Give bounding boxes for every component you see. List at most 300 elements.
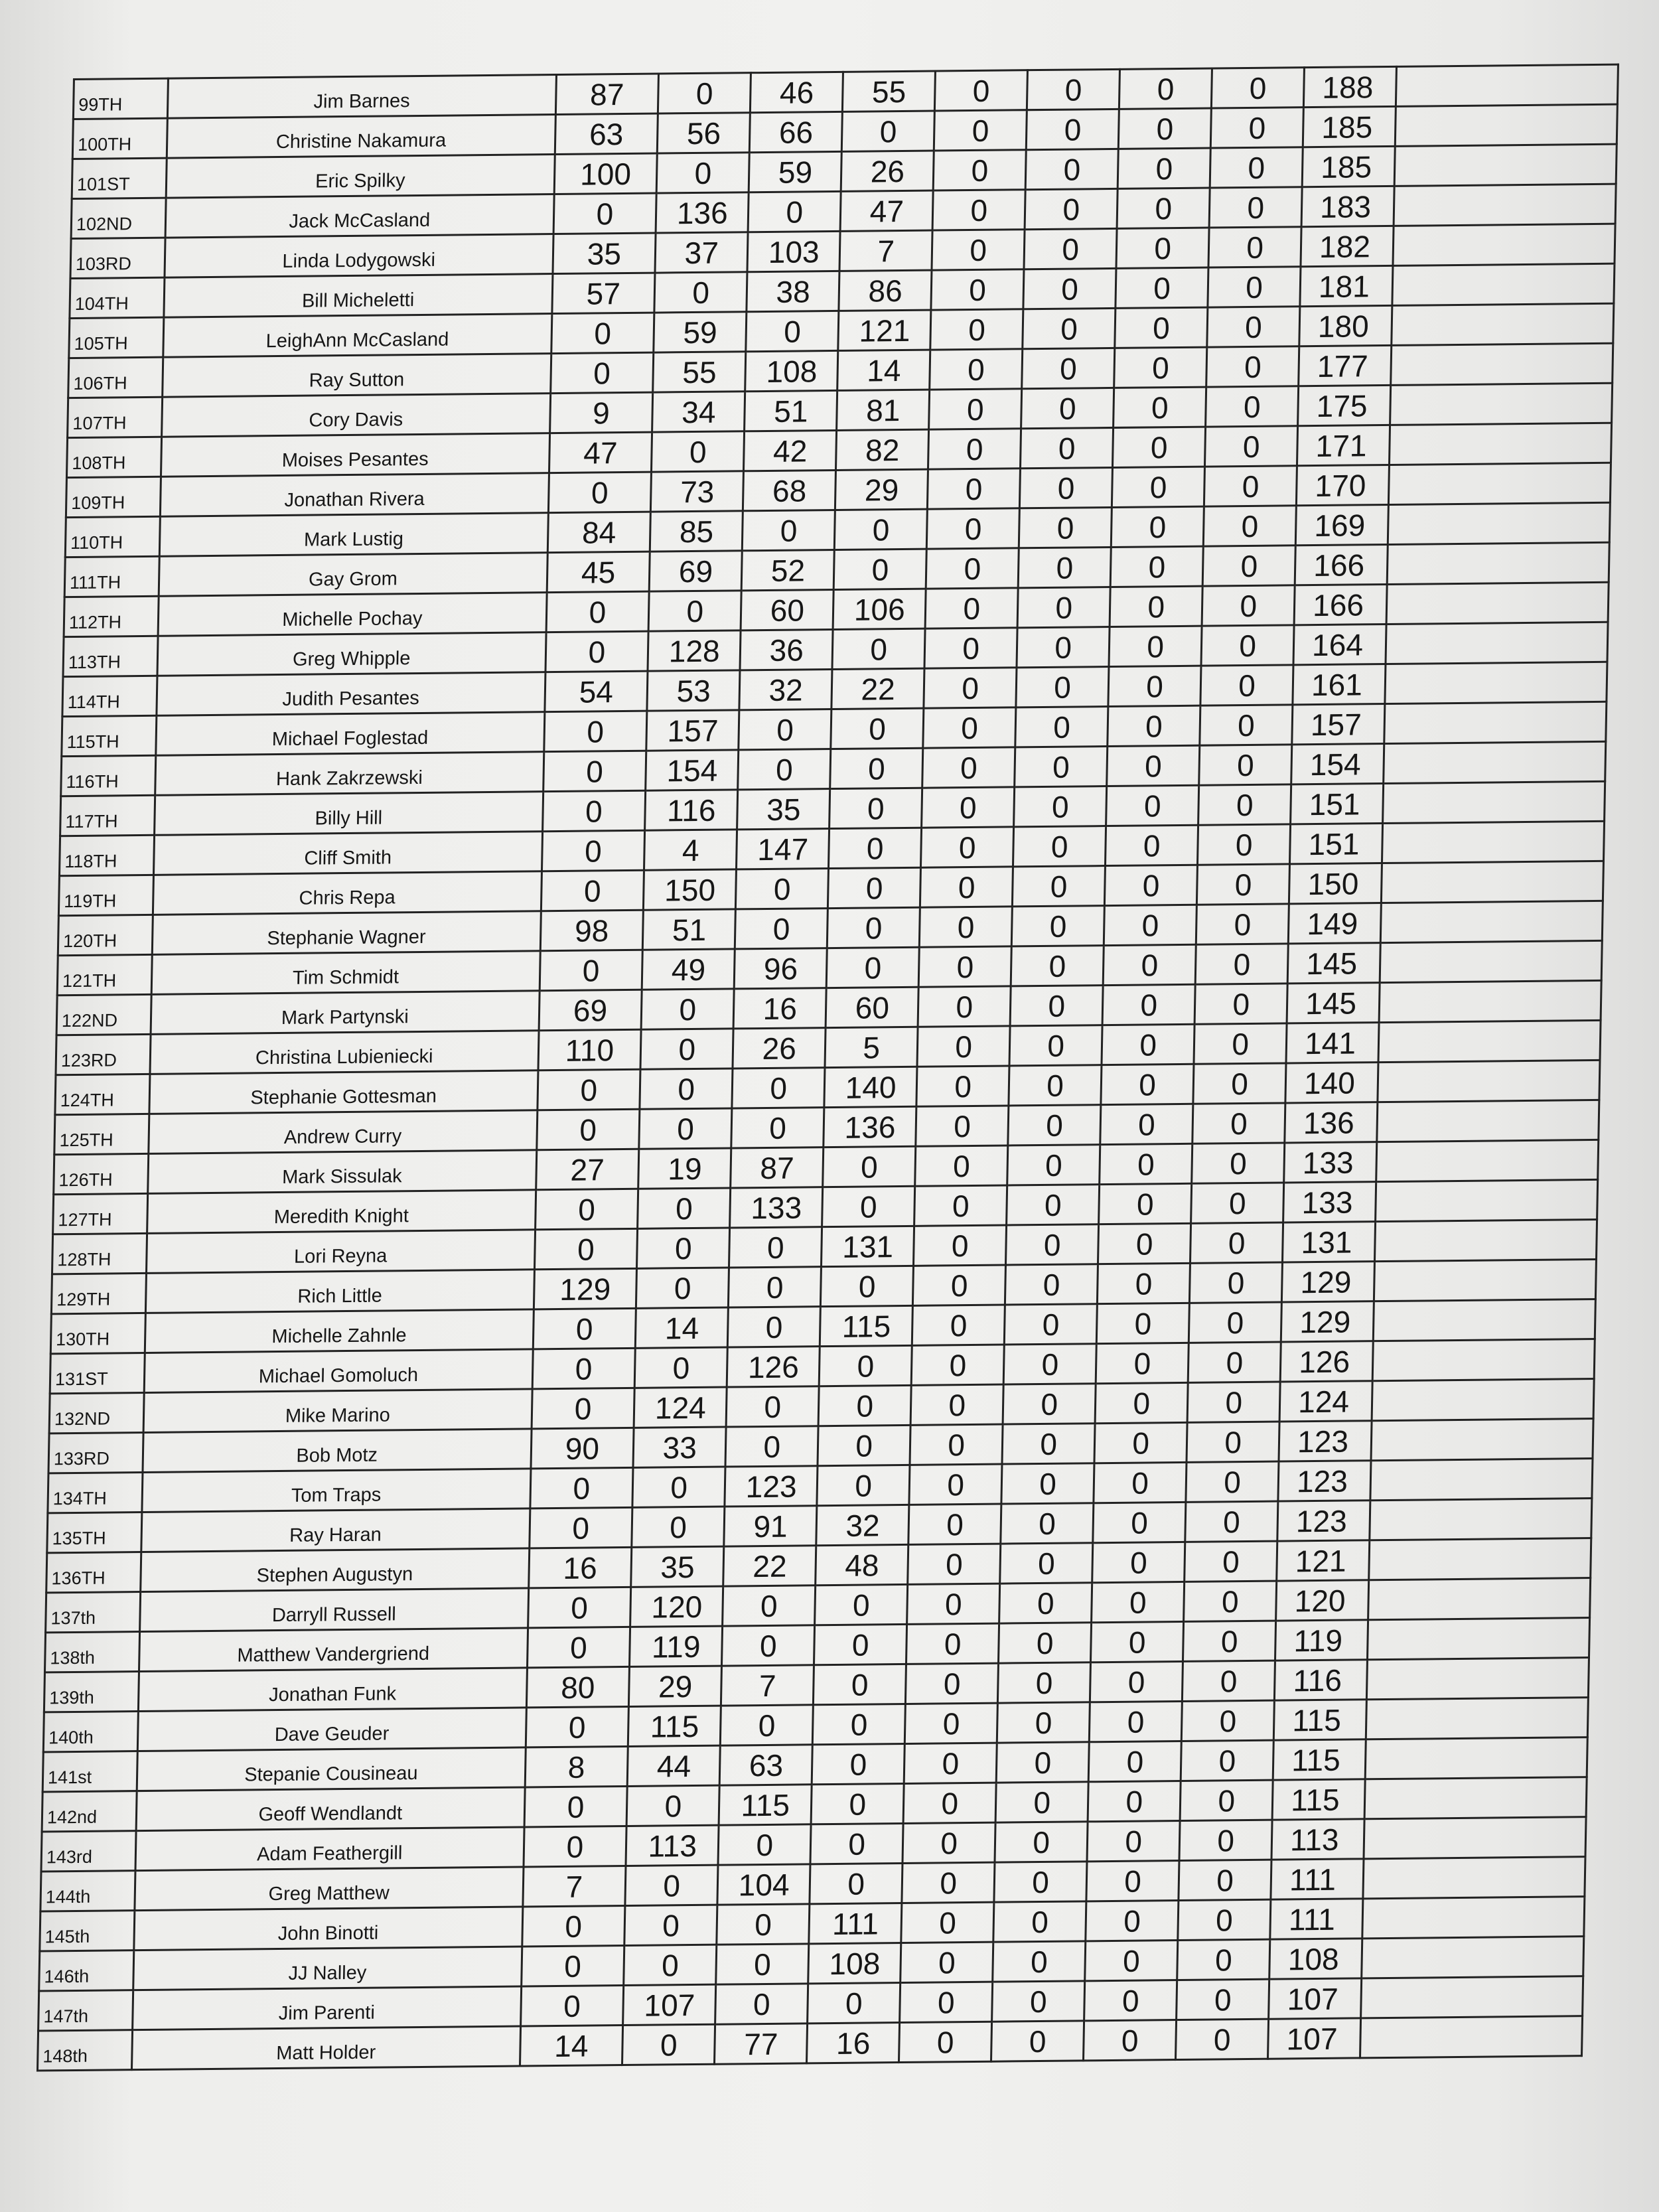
player-name-cell: Mark Sissulak: [148, 1150, 536, 1194]
total-cell: 116: [1275, 1660, 1368, 1700]
score-cell: 91: [724, 1506, 817, 1546]
score-cell: 0: [527, 1627, 630, 1667]
player-name-cell: Dave Geuder: [137, 1708, 526, 1751]
score-cell: 14: [520, 2026, 623, 2066]
place-cell: 110TH: [65, 516, 160, 557]
total-cell: 107: [1269, 1978, 1362, 2019]
empty-cell: [1370, 1459, 1593, 1501]
place-cell: 134TH: [48, 1472, 143, 1512]
empty-cell: [1363, 1857, 1585, 1899]
score-cell: 0: [1022, 348, 1115, 388]
score-cell: 0: [1100, 1143, 1192, 1184]
score-cell: 0: [833, 549, 926, 589]
score-cell: 69: [649, 551, 742, 591]
player-name-cell: Meredith Knight: [147, 1190, 536, 1234]
score-cell: 0: [1086, 1860, 1179, 1901]
empty-cell: [1392, 263, 1615, 305]
score-cell: 0: [732, 1068, 825, 1108]
score-cell: 0: [927, 508, 1020, 549]
score-cell: 0: [626, 1785, 719, 1826]
score-cell: 0: [925, 588, 1018, 628]
score-cell: 0: [1184, 1581, 1277, 1621]
score-cell: 0: [658, 73, 751, 113]
score-cell: 0: [920, 907, 1013, 947]
score-cell: 0: [729, 1267, 822, 1307]
total-cell: 182: [1301, 226, 1394, 266]
score-cell: 0: [1192, 1143, 1285, 1183]
score-cell: 0: [1199, 745, 1292, 785]
total-cell: 141: [1286, 1023, 1379, 1063]
score-cell: 0: [830, 788, 922, 828]
score-cell: 120: [630, 1586, 723, 1627]
score-cell: 0: [995, 1822, 1088, 1862]
empty-cell: [1390, 423, 1612, 465]
score-cell: 103: [747, 231, 840, 271]
player-name-cell: Greg Whipple: [157, 632, 545, 676]
score-cell: 87: [731, 1147, 824, 1188]
place-cell: 118TH: [59, 835, 154, 875]
score-cell: 57: [551, 273, 655, 313]
score-cell: 0: [1007, 1145, 1100, 1185]
score-cell: 0: [542, 790, 646, 831]
score-cell: 0: [548, 472, 652, 512]
score-cell: 0: [1176, 2019, 1269, 2059]
score-cell: 0: [729, 1227, 822, 1268]
score-cell: 0: [1000, 1543, 1093, 1584]
score-cell: 0: [1106, 785, 1199, 826]
score-cell: 0: [624, 1905, 717, 1945]
total-cell: 188: [1304, 66, 1397, 107]
player-name-cell: Chris Repa: [153, 871, 541, 915]
score-cell: 63: [719, 1745, 812, 1785]
score-cell: 0: [522, 1906, 625, 1947]
empty-cell: [1376, 1179, 1598, 1221]
place-cell: 148th: [37, 2030, 132, 2071]
score-cell: 0: [1012, 906, 1105, 946]
empty-cell: [1360, 2016, 1583, 2058]
score-cell: 0: [636, 1268, 729, 1308]
score-cell: 0: [1091, 1621, 1184, 1662]
score-cell: 55: [653, 352, 746, 392]
score-cell: 0: [748, 191, 841, 232]
place-cell: 105TH: [69, 317, 164, 358]
score-cell: 0: [648, 591, 741, 631]
score-cell: 0: [622, 2024, 715, 2065]
score-cell: 0: [906, 1663, 999, 1704]
score-cell: 0: [528, 1587, 631, 1627]
score-cell: 116: [645, 790, 738, 830]
place-cell: 133RD: [48, 1432, 143, 1473]
score-cell: 0: [739, 709, 831, 750]
score-cell: 0: [1185, 1541, 1277, 1582]
score-cell: 0: [1206, 386, 1299, 427]
score-cell: 0: [1177, 1979, 1269, 2020]
score-cell: 0: [738, 749, 831, 790]
score-cell: 108: [808, 1943, 901, 1984]
score-cell: 0: [736, 869, 829, 909]
empty-cell: [1383, 781, 1605, 823]
score-cell: 0: [532, 1388, 635, 1428]
score-cell: 0: [1179, 1820, 1272, 1860]
score-cell: 0: [1092, 1542, 1185, 1582]
score-cell: 104: [717, 1864, 810, 1905]
score-cell: 0: [917, 1026, 1010, 1067]
score-cell: 0: [1190, 1222, 1283, 1263]
total-cell: 129: [1282, 1262, 1375, 1302]
score-cell: 0: [1202, 585, 1295, 626]
score-cell: 0: [535, 1189, 638, 1229]
place-cell: 115TH: [62, 715, 157, 756]
total-cell: 161: [1293, 664, 1386, 705]
score-cell: 0: [524, 1826, 627, 1866]
place-cell: 136TH: [46, 1552, 141, 1593]
place-cell: 139th: [44, 1672, 139, 1712]
score-cell: 52: [741, 550, 834, 590]
empty-cell: [1386, 582, 1609, 624]
total-cell: 119: [1275, 1620, 1368, 1660]
score-cell: 0: [810, 1823, 903, 1864]
score-cell: 0: [1194, 984, 1287, 1024]
score-cell: 0: [1208, 267, 1301, 307]
score-cell: 128: [648, 630, 741, 671]
score-cell: 0: [1009, 1065, 1102, 1106]
total-cell: 121: [1277, 1540, 1370, 1581]
score-cell: 81: [837, 390, 930, 430]
score-cell: 51: [643, 909, 736, 950]
total-cell: 169: [1295, 504, 1388, 545]
score-cell: 0: [932, 190, 1025, 230]
score-cell: 85: [650, 511, 743, 552]
score-cell: 8: [525, 1746, 628, 1787]
place-cell: 135TH: [47, 1512, 142, 1553]
score-cell: 0: [726, 1386, 819, 1427]
score-cell: 0: [1113, 427, 1206, 467]
score-cell: 27: [536, 1149, 639, 1189]
empty-cell: [1382, 861, 1604, 903]
score-cell: 0: [999, 1583, 1092, 1623]
score-cell: 0: [929, 389, 1022, 429]
score-cell: 0: [908, 1504, 1001, 1544]
score-cell: 0: [1025, 188, 1118, 229]
score-cell: 9: [549, 392, 653, 433]
score-cell: 0: [1203, 506, 1296, 546]
score-cell: 0: [1014, 786, 1107, 827]
score-cell: 22: [723, 1546, 816, 1586]
score-cell: 0: [1192, 1103, 1285, 1143]
score-cell: 0: [652, 431, 745, 472]
player-name-cell: Bob Motz: [143, 1429, 531, 1473]
player-name-cell: Jonathan Funk: [139, 1668, 527, 1712]
empty-cell: [1393, 224, 1615, 265]
empty-cell: [1367, 1658, 1589, 1700]
score-cell: 0: [1183, 1660, 1275, 1701]
score-cell: 0: [1021, 427, 1114, 468]
score-cell: 0: [1027, 109, 1119, 149]
score-cell: 37: [655, 232, 748, 273]
score-cell: 0: [1010, 986, 1103, 1026]
total-cell: 115: [1273, 1700, 1366, 1740]
score-cell: 0: [1024, 228, 1117, 269]
score-cell: 0: [1187, 1382, 1280, 1422]
place-cell: 116TH: [61, 755, 156, 796]
score-cell: 0: [934, 110, 1027, 151]
score-cell: 0: [1007, 1185, 1100, 1225]
place-cell: 131ST: [50, 1353, 145, 1393]
score-cell: 0: [1020, 467, 1113, 508]
score-cell: 0: [993, 1941, 1086, 1982]
score-cell: 0: [1003, 1384, 1096, 1424]
score-cell: 0: [913, 1265, 1006, 1305]
place-cell: 128TH: [52, 1233, 147, 1274]
score-cell: 0: [935, 70, 1028, 111]
player-name-cell: Bill Micheletti: [164, 274, 552, 318]
place-cell: 124TH: [55, 1074, 150, 1114]
score-cell: 0: [1088, 1741, 1181, 1781]
score-cell: 0: [530, 1467, 633, 1508]
empty-cell: [1396, 64, 1619, 106]
score-cell: 0: [906, 1623, 999, 1664]
score-cell: 7: [839, 230, 932, 271]
player-name-cell: Andrew Curry: [149, 1110, 537, 1154]
score-cell: 0: [1006, 1224, 1099, 1265]
score-cell: 0: [634, 1347, 727, 1388]
score-cell: 44: [627, 1745, 720, 1786]
player-name-cell: Stepanie Cousineau: [137, 1747, 525, 1791]
score-cell: 0: [1189, 1302, 1281, 1343]
place-cell: 127TH: [53, 1193, 148, 1234]
score-cell: 0: [551, 313, 654, 353]
total-cell: 180: [1299, 305, 1392, 346]
score-cell: 14: [636, 1307, 729, 1348]
player-name-cell: Christine Nakamura: [167, 115, 555, 159]
score-cell: 26: [733, 1028, 826, 1069]
score-cell: 0: [1013, 866, 1106, 907]
score-cell: 0: [1210, 108, 1303, 148]
total-cell: 123: [1277, 1501, 1370, 1541]
empty-cell: [1368, 1618, 1590, 1660]
score-cell: 136: [824, 1106, 916, 1147]
score-cell: 0: [1087, 1820, 1180, 1861]
score-cell: 0: [907, 1584, 1000, 1624]
score-cell: 7: [522, 1866, 626, 1907]
empty-cell: [1382, 821, 1605, 863]
score-cell: 0: [1210, 147, 1303, 188]
empty-cell: [1375, 1219, 1597, 1261]
score-cell: 147: [737, 829, 830, 869]
place-cell: 141st: [42, 1751, 137, 1792]
score-cell: 0: [1090, 1661, 1183, 1702]
score-cell: 0: [1085, 1941, 1178, 1981]
score-cell: 0: [997, 1702, 1090, 1743]
empty-cell: [1392, 303, 1614, 345]
score-cell: 0: [1114, 387, 1206, 427]
score-cell: 0: [1190, 1262, 1283, 1303]
player-name-cell: Stephen Augustyn: [141, 1548, 529, 1592]
place-cell: 126TH: [54, 1153, 149, 1194]
score-cell: 0: [899, 2022, 992, 2062]
score-cell: 26: [841, 151, 934, 191]
player-name-cell: Tim Schmidt: [151, 951, 540, 995]
score-cell: 98: [540, 910, 644, 950]
score-cell: 0: [928, 429, 1021, 469]
total-cell: 164: [1293, 625, 1386, 665]
score-cell: 0: [723, 1585, 816, 1626]
score-cell: 0: [641, 989, 734, 1029]
score-cell: 0: [992, 1981, 1085, 2022]
total-cell: 120: [1276, 1580, 1369, 1621]
empty-cell: [1378, 1060, 1600, 1102]
score-cell: 0: [1019, 507, 1112, 548]
score-cell: 0: [1099, 1183, 1192, 1224]
standings-rows: [37, 64, 1618, 2071]
empty-cell: [1366, 1698, 1588, 1739]
empty-cell: [1369, 1538, 1591, 1580]
empty-cell: [1388, 502, 1610, 544]
score-cell: 0: [654, 272, 747, 313]
score-cell: 0: [924, 668, 1017, 708]
score-cell: 0: [918, 986, 1011, 1027]
score-cell: 121: [838, 310, 931, 350]
score-cell: 0: [910, 1424, 1003, 1465]
score-cell: 0: [1177, 1939, 1270, 1980]
score-cell: 0: [1206, 346, 1299, 387]
score-cell: 0: [1105, 865, 1198, 905]
total-cell: 113: [1271, 1819, 1364, 1860]
place-cell: 125TH: [54, 1114, 149, 1154]
score-cell: 56: [658, 113, 751, 153]
empty-cell: [1386, 622, 1608, 664]
score-cell: 0: [1008, 1105, 1101, 1145]
player-name-cell: Mark Partynski: [151, 991, 539, 1035]
player-name-cell: Michelle Pochay: [158, 593, 546, 636]
score-cell: 33: [633, 1427, 726, 1467]
score-cell: 0: [922, 787, 1015, 828]
place-cell: 144th: [40, 1871, 135, 1911]
player-name-cell: Darryll Russell: [140, 1588, 528, 1632]
player-name-cell: Gay Grom: [159, 553, 547, 597]
empty-cell: [1378, 1020, 1601, 1062]
score-cell: 0: [1191, 1183, 1284, 1223]
score-cell: 0: [1009, 1025, 1102, 1066]
place-cell: 109TH: [66, 477, 161, 517]
score-cell: 0: [540, 950, 643, 990]
score-cell: 0: [1198, 784, 1291, 825]
score-cell: 0: [1186, 1461, 1279, 1502]
total-cell: 126: [1280, 1341, 1373, 1382]
place-cell: 117TH: [60, 795, 155, 836]
score-cell: 0: [721, 1705, 814, 1745]
score-cell: 0: [656, 153, 749, 193]
score-cell: 0: [1001, 1463, 1094, 1504]
score-cell: 0: [1005, 1304, 1098, 1345]
empty-cell: [1372, 1339, 1595, 1380]
score-cell: 0: [1208, 227, 1301, 267]
score-cell: 0: [930, 349, 1023, 390]
score-cell: 73: [651, 471, 744, 512]
score-cell: 0: [1098, 1223, 1191, 1264]
score-cell: 0: [625, 1865, 718, 1905]
player-name-cell: Stephanie Gottesman: [149, 1070, 538, 1114]
score-cell: 0: [921, 827, 1014, 867]
score-cell: 0: [1200, 705, 1293, 745]
place-cell: 145th: [40, 1911, 135, 1951]
score-cell: 0: [532, 1348, 636, 1388]
score-cell: 0: [715, 1984, 808, 2024]
score-cell: 0: [1027, 69, 1120, 110]
place-cell: 123RD: [56, 1034, 151, 1074]
score-cell: 0: [1118, 148, 1210, 188]
score-cell: 55: [843, 71, 936, 111]
score-cell: 0: [1202, 546, 1295, 586]
score-cell: 0: [624, 1945, 717, 1985]
score-cell: 0: [904, 1743, 997, 1783]
score-cell: 0: [905, 1703, 998, 1743]
score-cell: 0: [916, 1106, 1009, 1146]
score-cell: 68: [743, 470, 836, 510]
score-cell: 0: [1198, 824, 1291, 865]
player-name-cell: Lori Reyna: [147, 1230, 535, 1274]
total-cell: 145: [1287, 983, 1380, 1023]
place-cell: 132ND: [49, 1392, 144, 1433]
score-cell: 0: [1193, 1063, 1286, 1104]
score-cell: 84: [547, 512, 651, 552]
score-cell: 69: [539, 990, 642, 1030]
score-cell: 0: [526, 1706, 629, 1747]
player-name-cell: Michael Gomoluch: [144, 1349, 532, 1393]
score-cell: 0: [812, 1743, 904, 1784]
score-cell: 0: [1092, 1582, 1185, 1622]
score-cell: 0: [901, 1942, 993, 1982]
score-cell: 157: [646, 710, 739, 751]
score-cell: 0: [930, 309, 1023, 350]
empty-cell: [1362, 1897, 1585, 1939]
score-cell: 126: [727, 1347, 820, 1387]
empty-cell: [1377, 1100, 1599, 1142]
score-cell: 0: [529, 1507, 632, 1548]
score-cell: 0: [1103, 944, 1196, 985]
score-cell: 0: [910, 1384, 1003, 1425]
score-cell: 0: [1005, 1264, 1098, 1305]
score-cell: 150: [644, 869, 737, 910]
score-cell: 0: [995, 1782, 1088, 1822]
score-cell: 0: [553, 193, 657, 234]
player-name-cell: Hank Zakrzewski: [155, 752, 543, 796]
score-cell: 0: [823, 1146, 916, 1187]
score-cell: 0: [993, 1901, 1086, 1942]
score-cell: 129: [534, 1268, 637, 1309]
score-cell: 0: [810, 1863, 902, 1903]
score-cell: 0: [728, 1307, 821, 1347]
score-cell: 0: [916, 1066, 1009, 1106]
empty-cell: [1380, 901, 1603, 942]
player-name-cell: Matt Holder: [132, 2026, 520, 2070]
score-cell: 0: [828, 867, 921, 908]
total-cell: 170: [1297, 465, 1390, 505]
score-cell: 0: [1109, 626, 1202, 666]
score-cell: 0: [1021, 388, 1114, 428]
score-cell: 0: [1023, 308, 1116, 348]
empty-cell: [1394, 184, 1616, 226]
score-cell: 0: [731, 1108, 824, 1148]
score-cell: 0: [811, 1783, 904, 1824]
score-cell: 0: [521, 1946, 624, 1986]
score-cell: 87: [555, 74, 659, 114]
score-cell: 0: [1086, 1901, 1179, 1941]
empty-cell: [1384, 701, 1607, 743]
score-cell: 0: [1011, 946, 1104, 986]
score-cell: 110: [538, 1029, 641, 1070]
score-cell: 0: [1207, 307, 1300, 347]
